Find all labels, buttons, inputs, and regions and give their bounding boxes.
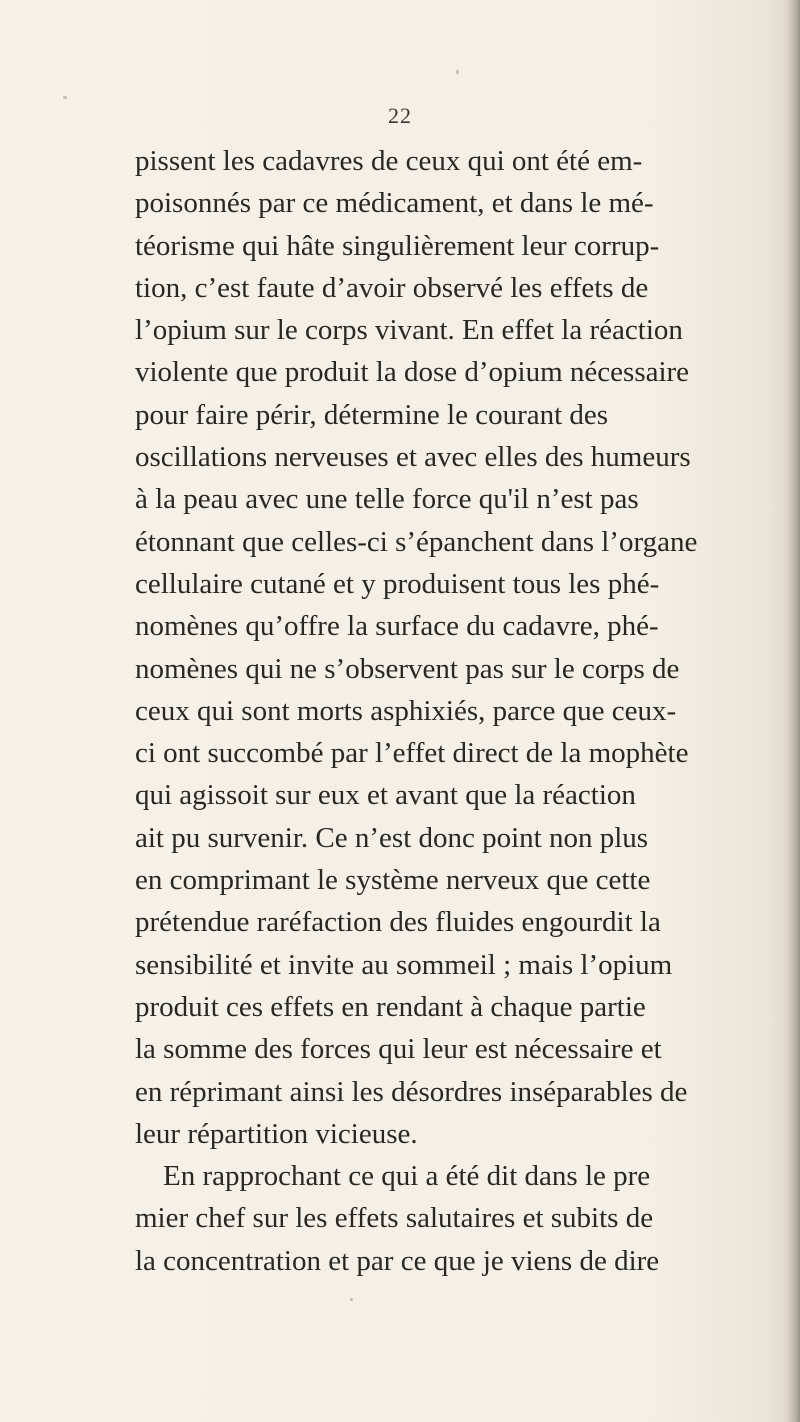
text-line: ait pu survenir. Ce n’est donc point non plus [135,821,649,854]
text-line: qui agissoit sur eux et avant que la réaction [135,779,636,812]
text-line: à la peau avec une telle force qu'il n’est pas [135,483,639,516]
text-line: cellulaire cutané et y produisent tous les phé- [135,567,660,600]
text-line: oscillations nerveuses et avec elles des humeurs [135,441,691,474]
text-line: en réprimant ainsi les désordres inséparables de [135,1075,688,1108]
text-line: la concentration et par ce que je viens de dire [135,1244,660,1277]
page-edge-shadow [786,0,800,1422]
text-line: poisonnés par ce médicament, et dans le mé- [135,187,654,220]
text-line: en comprimant le système nerveux que cette [135,864,651,897]
page-number: 22 [388,103,412,128]
text-line: nomènes qui ne s’observent pas sur le corps de [135,652,680,685]
text-line: leur répartition vicieuse. [135,1117,418,1150]
paper-speck [456,70,459,74]
text-line: l’opium sur le corps vivant. En effet la réaction [135,314,683,347]
text-line: pissent les cadavres de ceux qui ont été em- [135,145,643,177]
text-line: pour faire périr, détermine le courant des [135,398,609,431]
body-text [135,140,790,1282]
paragraph-start-line: En rapprochant ce qui a été dit dans le pre [163,1160,651,1193]
text-line: mier chef sur les effets salutaires et subits de [135,1202,654,1235]
text-line: nomènes qu’offre la surface du cadavre, phé- [135,610,659,643]
text-line: téorisme qui hâte singulièrement leur corrup- [135,229,660,262]
text-line: sensibilité et invite au sommeil ; mais l’opium [135,948,673,981]
text-line: violente que produit la dose d’opium nécessaire [135,356,690,389]
paper-speck [63,96,67,99]
text-line: la somme des forces qui leur est nécessaire et [135,1033,662,1066]
text-line: ceux qui sont morts asphixiés, parce que ceux- [135,694,677,727]
paper-speck [350,1298,353,1301]
text-line: prétendue raréfaction des fluides engourdit la [135,906,661,939]
text-line: ci ont succombé par l’effet direct de la mophète [135,737,689,770]
text-line: produit ces effets en rendant à chaque partie [135,990,646,1023]
text-line: tion, c’est faute d’avoir observé les effets de [135,271,649,304]
text-line: étonnant que celles-ci s’épanchent dans l’organe [135,525,698,558]
